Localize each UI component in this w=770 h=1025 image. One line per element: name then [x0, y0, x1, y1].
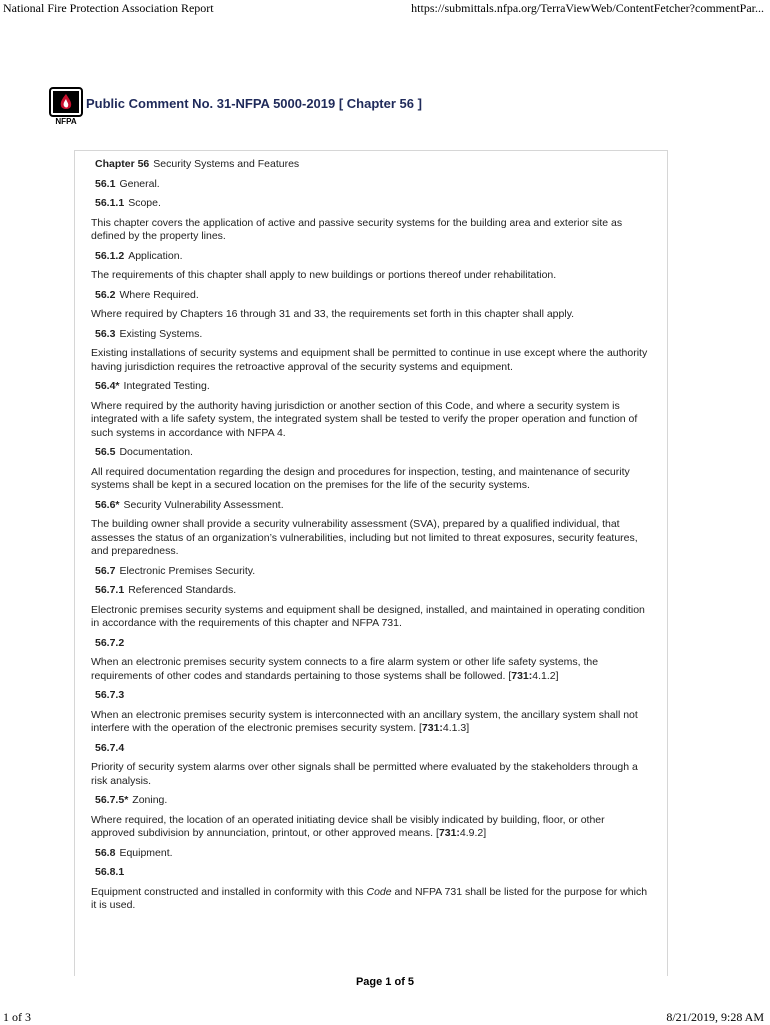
- section-number: 56.7.3: [95, 689, 125, 701]
- section-heading: [91, 847, 651, 861]
- section-paragraph: [91, 814, 651, 841]
- paragraph-text: The building owner shall provide a security vulnerability assessment (SVA), prepared by a qualified individual, that assesses the status of an organization’s vulnerabilities, including but not limited to threat exposures, security features, and preparedness.: [91, 518, 638, 557]
- section-heading: [91, 197, 651, 211]
- section-paragraph: [91, 656, 651, 683]
- section-paragraph: [91, 466, 651, 493]
- section-number: 56.4*: [95, 380, 120, 392]
- paragraph-text: Equipment constructed and installed in conformity with this: [91, 885, 367, 898]
- paragraph-text: When an electronic premises security system is interconnected with an ancillary system, the ancillary system shall not interfere with the operation of the electronic premises security system. [: [91, 708, 638, 734]
- paragraph-text-tail: 4.1.3]: [442, 722, 470, 734]
- section-title: Zoning.: [132, 794, 168, 806]
- section-number: 56.6*: [95, 498, 120, 511]
- section-paragraph: [91, 269, 651, 283]
- logo-text: NFPA: [55, 117, 77, 125]
- browser-header-title: National Fire Protection Association Report: [3, 1, 214, 15]
- section-number: 56.7.1: [95, 584, 125, 596]
- section-paragraph: [91, 400, 651, 441]
- reference-standard: 731:: [438, 827, 460, 839]
- browser-header-url: https://submittals.nfpa.org/TerraViewWeb/ContentFetcher?commentPar...: [411, 1, 764, 15]
- section-paragraph: [91, 347, 651, 374]
- section-heading: [91, 794, 651, 808]
- paragraph-text-tail: 4.9.2]: [459, 827, 487, 839]
- section-number: 56.7.4: [95, 741, 125, 754]
- section-heading: [91, 565, 651, 579]
- section-heading: [91, 178, 651, 192]
- section-title: Where Required.: [119, 288, 199, 301]
- section-heading: [91, 380, 651, 394]
- section-number: 56.5: [95, 446, 116, 458]
- comment-content: [91, 158, 651, 919]
- section-heading: [91, 689, 651, 703]
- section-title: General.: [119, 177, 160, 190]
- footer-timestamp: 8/21/2019, 9:28 AM: [666, 1010, 764, 1024]
- paragraph-text-tail: 4.1.2]: [532, 669, 559, 682]
- section-number: 56.1.2: [95, 249, 125, 262]
- section-number: 56.3: [95, 327, 116, 340]
- paragraph-text: All required documentation regarding the design and procedures for inspection, testing, and maintenance of security systems shall be kept in a secured location on the premises for the life of the security systems.: [91, 465, 630, 491]
- reference-standard: 731:: [421, 722, 443, 734]
- page-title: Public Comment No. 31-NFPA 5000-2019 [ Chapter 56 ]: [86, 96, 422, 111]
- section-number: 56.7.2: [95, 636, 125, 649]
- paragraph-text: Existing installations of security systems and equipment shall be permitted to continue in use except where the authority having jurisdiction requires the retroactive approval of the security systems and equipment.: [91, 347, 648, 373]
- section-heading: [91, 499, 651, 513]
- section-heading: [91, 446, 651, 460]
- paragraph-text-tail: and NFPA 731 shall be listed for the purpose for which it is used.: [91, 885, 648, 911]
- section-heading: [91, 328, 651, 342]
- paragraph-text: The requirements of this chapter shall apply to new buildings or portions thereof under rehabilitation.: [91, 269, 557, 281]
- section-title: Security Vulnerability Assessment.: [123, 498, 284, 511]
- section-paragraph: [91, 518, 651, 559]
- section-paragraph: [91, 709, 651, 736]
- section-number: 56.8: [95, 846, 116, 859]
- section-title: Existing Systems.: [119, 327, 203, 340]
- section-number: Chapter 56: [95, 158, 150, 170]
- footer-page-count: 1 of 3: [3, 1010, 31, 1024]
- section-title: Referenced Standards.: [128, 584, 237, 596]
- section-number: 56.2: [95, 288, 116, 301]
- section-heading: [91, 158, 651, 172]
- section-title: Scope.: [128, 197, 161, 209]
- section-number: 56.8.1: [95, 866, 125, 878]
- paragraph-text: This chapter covers the application of active and passive security systems for the building area and exterior site as defined by the property lines.: [91, 216, 623, 242]
- section-heading: [91, 742, 651, 756]
- section-title: Equipment.: [119, 846, 173, 859]
- section-title: Integrated Testing.: [123, 380, 210, 392]
- section-number: 56.1.1: [95, 197, 125, 209]
- section-paragraph: [91, 886, 651, 913]
- section-number: 56.7: [95, 564, 116, 577]
- section-title: Electronic Premises Security.: [119, 564, 256, 577]
- section-heading: [91, 584, 651, 598]
- paragraph-text: Electronic premises security systems and equipment shall be designed, installed, and maintained in operating condition in accordance with the requirements of this chapter and NFPA 731.: [91, 603, 645, 629]
- section-heading: [91, 250, 651, 264]
- section-heading: [91, 289, 651, 303]
- paragraph-text: Where required, the location of an operated initiating device shall be visibly indicated by building, floor, or other approved subdivision by annunciation, printout, or other approved means. [: [91, 813, 605, 839]
- section-paragraph: [91, 761, 651, 788]
- section-title: Application.: [128, 249, 183, 262]
- section-heading: [91, 866, 651, 880]
- paragraph-text: Priority of security system alarms over other signals shall be permitted where evaluated by the stakeholders through a risk analysis.: [91, 761, 638, 787]
- page-indicator: Page 1 of 5: [355, 976, 415, 988]
- paragraph-text: Where required by Chapters 16 through 31 and 33, the requirements set forth in this chapter shall apply.: [91, 308, 575, 320]
- reference-standard: 731:: [511, 669, 533, 682]
- section-number: 56.7.5*: [95, 794, 129, 806]
- section-title: Documentation.: [119, 446, 193, 458]
- section-title: Security Systems and Features: [153, 158, 300, 170]
- emphasis-text: Code: [366, 885, 392, 898]
- nfpa-logo: [49, 87, 83, 125]
- section-paragraph: [91, 217, 651, 244]
- section-heading: [91, 637, 651, 651]
- section-number: 56.1: [95, 177, 116, 190]
- paragraph-text: Where required by the authority having jurisdiction or another section of this Code, and where a security system is integrated with a life safety system, the integrated system shall be tested to verify the proper operation and function of such systems in accordance with NFPA 4.: [91, 399, 638, 439]
- section-paragraph: [91, 308, 651, 322]
- section-paragraph: [91, 604, 651, 631]
- paragraph-text: When an electronic premises security system connects to a fire alarm system or other life safety systems, the requirements of other codes and standards pertaining to those systems shall be followed. [: [91, 656, 599, 682]
